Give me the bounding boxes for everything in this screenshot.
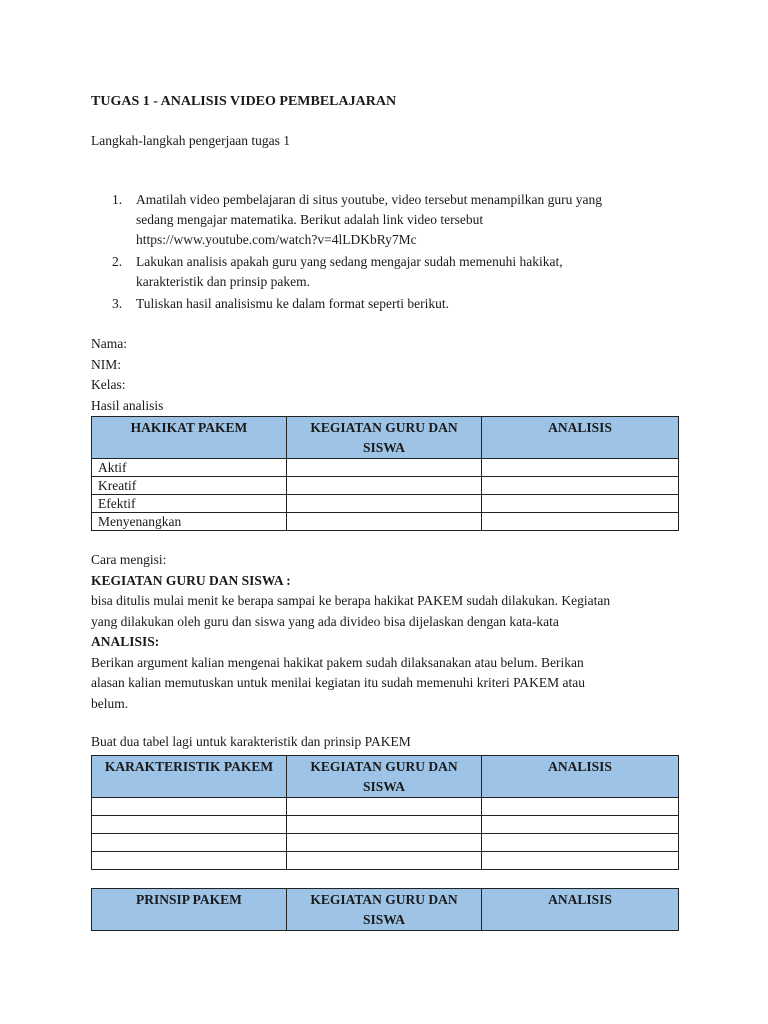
step-line: Lakukan analisis apakah guru yang sedang mengajar sudah memenuhi hakikat, (136, 254, 563, 269)
analisis-text: alasan kalian memutuskan untuk menilai kegiatan itu sudah memenuhi kriteri PAKEM atau (91, 675, 586, 690)
table-header-row (92, 756, 679, 798)
more-tables-text: Buat dua tabel lagi untuk karakteristik dan prinsip PAKEM (91, 734, 411, 749)
step-number: 2. (112, 254, 123, 269)
step-line: karakteristik dan prinsip pakem. (136, 274, 310, 289)
table-cell[interactable] (287, 513, 482, 531)
header-hakikat: HAKIKAT PAKEM (92, 417, 287, 459)
table-cell[interactable] (482, 513, 679, 531)
kegiatan-text: yang dilakukan oleh guru dan siswa yang ada divideo bisa dijelaskan dengan kata-kata (91, 613, 559, 629)
step-item (91, 294, 681, 314)
step-line: sedang mengajar matematika. Berikut adalah link video tersebut (136, 212, 484, 227)
kelas-label: Kelas: (91, 377, 126, 392)
table-row (92, 477, 679, 495)
kegiatan-text: bisa ditulis mulai menit ke berapa sampai ke berapa hakikat PAKEM sudah dilakukan. Kegiatan (91, 593, 611, 608)
table-cell[interactable] (482, 495, 679, 513)
table-cell[interactable] (287, 477, 482, 495)
table-row (92, 513, 679, 531)
table-cell[interactable] (482, 459, 679, 477)
analisis-heading: ANALISIS: (91, 634, 160, 649)
table-header-row (92, 417, 679, 459)
header-kegiatan: KEGIATAN GURU DAN SISWA (287, 889, 482, 931)
analisis-text: Berikan argument kalian mengenai hakikat pakem sudah dilaksanakan atau belum. Berikan (91, 654, 584, 670)
table-cell[interactable] (92, 798, 287, 816)
steps-list (91, 190, 681, 316)
step-line: Tuliskan hasil analisismu ke dalam format seperti berikut. (136, 296, 449, 311)
header-kegiatan: KEGIATAN GURU DAN SISWA (287, 417, 482, 459)
table-cell[interactable] (482, 477, 679, 495)
nim-label: NIM: (91, 356, 121, 372)
table-cell[interactable] (92, 816, 287, 834)
table-cell[interactable] (287, 852, 482, 870)
document-title: TUGAS 1 - ANALISIS VIDEO PEMBELAJARAN (91, 94, 397, 109)
header-prinsip: PRINSIP PAKEM (92, 889, 287, 931)
table-row (92, 834, 679, 852)
table-row (92, 495, 679, 513)
video-link[interactable]: https://www.youtube.com/watch?v=4lLDKbRy7Mc (136, 232, 417, 247)
kegiatan-heading: KEGIATAN GURU DAN SISWA : (91, 572, 291, 588)
step-number: 1. (112, 192, 123, 207)
header-analisis: ANALISIS (482, 417, 679, 459)
table-cell[interactable] (482, 852, 679, 870)
hakikat-table (91, 416, 679, 531)
header-karakteristik: KARAKTERISTIK PAKEM (92, 756, 287, 798)
step-line: Amatilah video pembelajaran di situs youtube, video tersebut menampilkan guru yang (136, 192, 603, 207)
table-header-row (92, 889, 679, 931)
step-item (91, 252, 681, 292)
table-row (92, 816, 679, 834)
analisis-text: belum. (91, 695, 129, 711)
row-label: Aktif (92, 459, 287, 477)
instructions-section (91, 550, 691, 714)
nama-label: Nama: (91, 336, 127, 351)
step-item (91, 190, 681, 250)
table-cell[interactable] (482, 834, 679, 852)
table-cell[interactable] (92, 852, 287, 870)
header-analisis: ANALISIS (482, 756, 679, 798)
row-label: Efektif (92, 495, 287, 513)
table-cell[interactable] (287, 798, 482, 816)
header-kegiatan: KEGIATAN GURU DAN SISWA (287, 756, 482, 798)
student-fields (91, 334, 163, 416)
row-label: Kreatif (92, 477, 287, 495)
step-number: 3. (112, 296, 123, 311)
table-cell[interactable] (482, 798, 679, 816)
table-cell[interactable] (92, 834, 287, 852)
table-row (92, 798, 679, 816)
cara-mengisi-label: Cara mengisi: (91, 552, 167, 567)
header-analisis: ANALISIS (482, 889, 679, 931)
intro-text: Langkah-langkah pengerjaan tugas 1 (91, 133, 291, 148)
table-cell[interactable] (287, 459, 482, 477)
table-row (92, 459, 679, 477)
table-cell[interactable] (287, 816, 482, 834)
table-cell[interactable] (287, 495, 482, 513)
row-label: Menyenangkan (92, 513, 287, 531)
karakteristik-table (91, 755, 679, 870)
table-cell[interactable] (287, 834, 482, 852)
prinsip-table (91, 888, 679, 931)
hasil-analisis-label: Hasil analisis (91, 397, 164, 413)
table-cell[interactable] (482, 816, 679, 834)
table-row (92, 852, 679, 870)
